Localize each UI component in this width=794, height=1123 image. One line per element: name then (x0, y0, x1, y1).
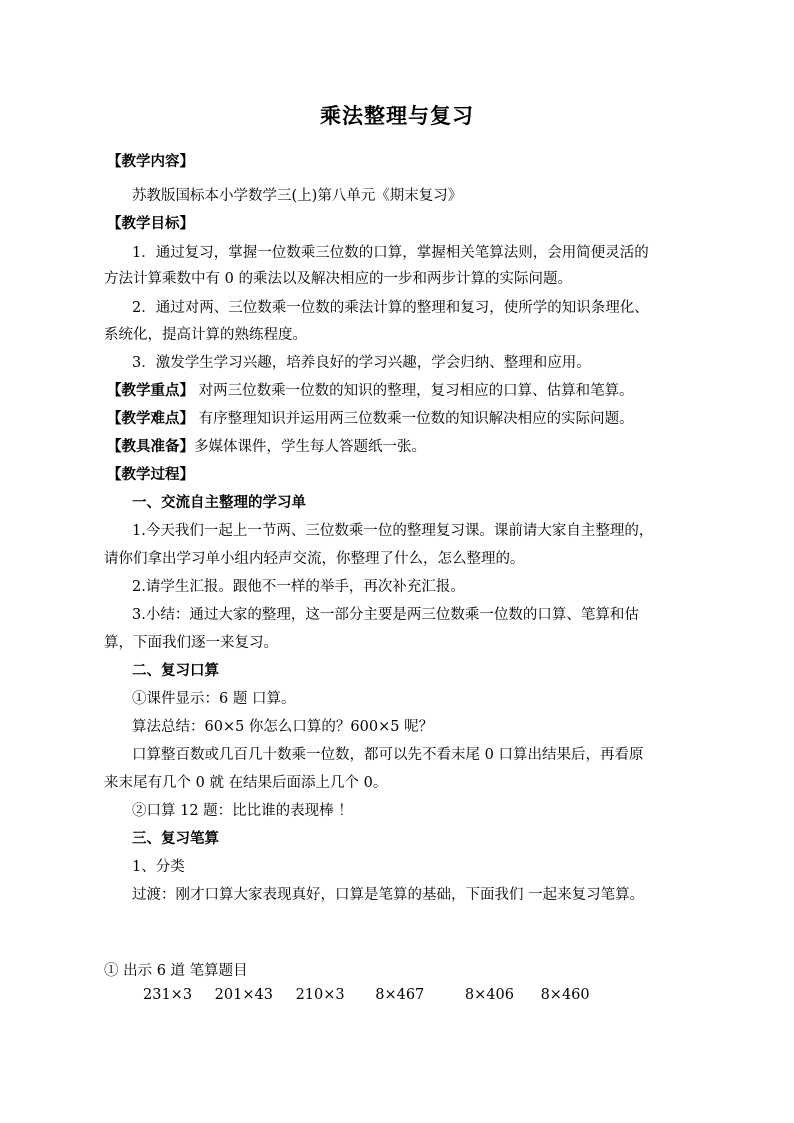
difficult-heading: 【教学难点】 (107, 411, 194, 427)
oral-item-3-line-2: 来末尾有几个 0 就 在结果后面添上几个 0。 (104, 775, 388, 791)
difficult-points (107, 409, 634, 429)
key-points (107, 381, 634, 401)
problem: 210×3 (295, 987, 345, 1003)
tools-heading: 【教具准备】 (107, 439, 194, 455)
written-item-2: 过渡：刚才口算大家表现真好，口算是笔算的基础，下面我们 一起来复习笔算。 (132, 887, 645, 903)
written-item-3: ① 出示 6 道 笔算题目 (104, 963, 248, 979)
section-2-heading: 二、复习口算 (132, 663, 219, 679)
oral-item-2: 算法总结：60×5 你怎么口算的？600×5 呢？ (132, 719, 434, 735)
problem: 8×467 (375, 987, 425, 1003)
key-heading: 【教学重点】 (107, 383, 194, 399)
goal-3: 3．激发学生学习兴趣，培养良好的学习兴趣，学会归纳、整理和应用。 (132, 355, 591, 371)
oral-item-3-line-1: 口算整百数或几百几十数乘一位数，都可以先不看末尾 0 口算出结果后，再看原 (132, 747, 644, 763)
step-2: 2.请学生汇报。跟他不一样的举手，再次补充汇报。 (132, 579, 465, 595)
goal-2-line-1: 2．通过对两、三位数乘一位数的乘法计算的整理和复习，使所学的知识条理化、 (132, 300, 649, 316)
goal-1-line-2: 方法计算乘数中有 0 的乘法以及解决相应的一步和两步计算的实际问题。 (104, 271, 572, 287)
section-1-heading: 一、交流自主整理的学习单 (132, 495, 306, 511)
step-3-line-2: 算，下面我们逐一来复习。 (104, 635, 278, 651)
step-1-line-2: 请你们拿出学习单小组内轻声交流，你整理了什么，怎么整理的。 (104, 551, 525, 567)
written-item-1: 1、分类 (132, 859, 185, 875)
problem-list (143, 985, 608, 1005)
section-3-heading: 三、复习笔算 (132, 831, 219, 847)
difficult-text: 有序整理知识并运用两三位数乘一位数的知识解决相应的实际问题。 (194, 411, 634, 427)
problem: 8×460 (540, 987, 590, 1003)
process-heading: 【教学过程】 (107, 467, 194, 483)
problem: 201×43 (214, 987, 273, 1003)
key-text: 对两三位数乘一位数的知识的整理，复习相应的口算、估算和笔算。 (194, 383, 634, 399)
oral-item-1: ①课件显示：6 题 口算。 (132, 691, 296, 707)
problem: 8×406 (464, 987, 514, 1003)
page-title: 乘法整理与复习 (320, 104, 474, 128)
tools-text: 多媒体课件，学生每人答题纸一张。 (194, 439, 426, 455)
step-3-line-1: 3.小结：通过大家的整理，这一部分主要是两三位数乘一位数的口算、笔算和估 (132, 607, 639, 623)
oral-item-4: ②口算 12 题：比比谁的表现棒 ！ (132, 803, 353, 819)
goal-2-line-2: 系统化，提高计算的熟练程度。 (104, 327, 307, 343)
step-1-line-1: 1.今天我们一起上一节两、三位数乘一位的整理复习课。课前请大家自主整理的， (132, 523, 654, 539)
problem: 231×3 (143, 987, 193, 1003)
teaching-tools (107, 437, 426, 457)
goals-heading: 【教学目标】 (107, 216, 194, 232)
goal-1-line-1: 1．通过复习，掌握一位数乘三位数的口算，掌握相关笔算法则，会用简便灵活的 (132, 245, 649, 261)
content-text: 苏教版国标本小学数学三(上)第八单元《期末复习》 (132, 188, 463, 204)
content-heading: 【教学内容】 (107, 154, 194, 170)
